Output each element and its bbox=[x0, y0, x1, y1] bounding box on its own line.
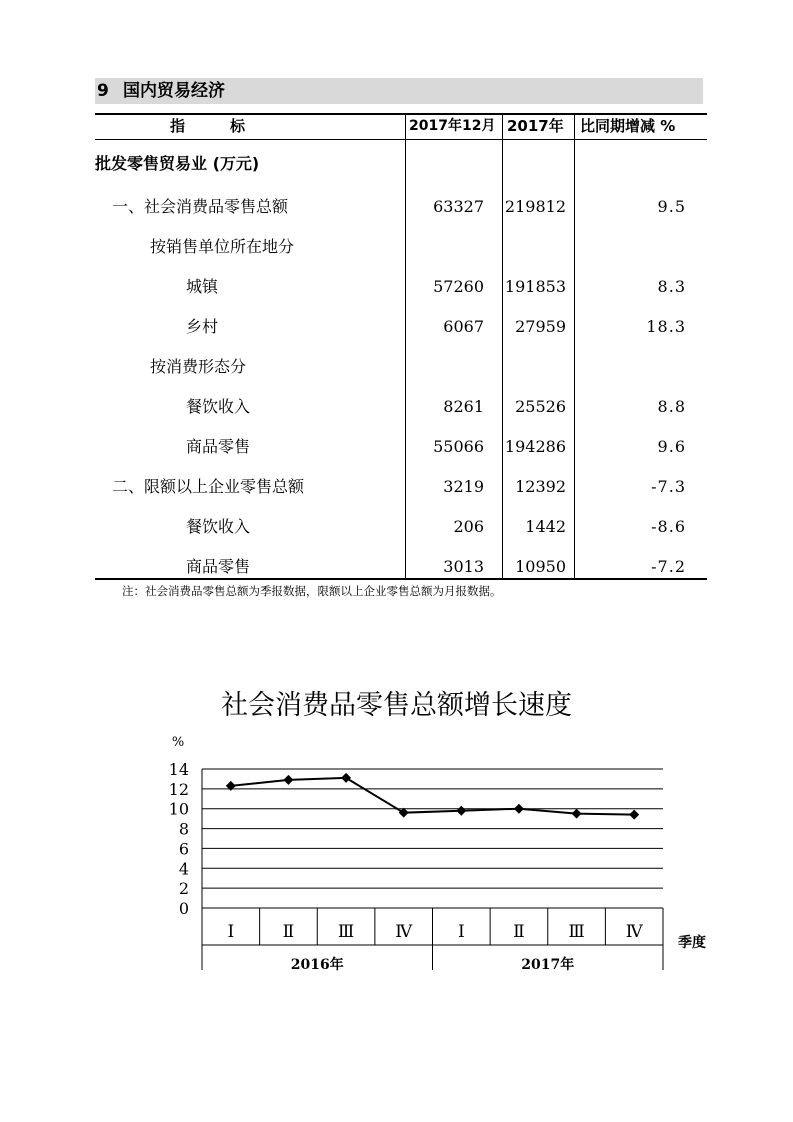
data-point-marker bbox=[514, 804, 524, 814]
header-year: 2017年 bbox=[507, 117, 564, 135]
data-point-marker bbox=[341, 773, 351, 783]
row-change-value: 9.5 bbox=[657, 197, 686, 216]
series-line bbox=[231, 778, 634, 815]
table-note: 注：社会消费品零售总额为季报数据，限额以上企业零售总额为月报数据。 bbox=[122, 584, 502, 598]
row-label: 餐饮收入 bbox=[186, 517, 251, 536]
y-tick-label: 8 bbox=[178, 819, 189, 839]
row-month-value: 63327 bbox=[433, 197, 484, 216]
data-point-marker bbox=[572, 809, 582, 819]
row-label: 乡村 bbox=[186, 317, 219, 336]
row-month-value: 206 bbox=[453, 517, 484, 536]
row-year-value: 27959 bbox=[515, 317, 566, 336]
header-month: 2017年12月 bbox=[409, 118, 496, 134]
row-change-value: 9.6 bbox=[657, 437, 686, 456]
data-point-marker bbox=[456, 806, 466, 816]
y-axis-label: % bbox=[171, 735, 185, 750]
y-tick-label: 6 bbox=[178, 839, 189, 859]
y-tick-label: 4 bbox=[178, 859, 189, 879]
y-tick-label: 2 bbox=[178, 879, 189, 899]
row-label: 一、社会消费品零售总额 bbox=[112, 197, 289, 216]
x-group-label: 2017年 bbox=[521, 957, 575, 973]
x-tick-label: Ⅰ bbox=[227, 922, 235, 942]
table-category: 批发零售贸易业 (万元) bbox=[95, 154, 260, 173]
x-tick-label: Ⅰ bbox=[457, 922, 465, 942]
row-year-value: 25526 bbox=[515, 397, 566, 416]
table-col-divider bbox=[405, 115, 406, 578]
x-tick-label: Ⅲ bbox=[568, 922, 585, 942]
row-label: 按销售单位所在地分 bbox=[150, 237, 295, 256]
y-tick-label: 0 bbox=[178, 899, 189, 918]
chart-title: 社会消费品零售总额增长速度 bbox=[221, 690, 572, 721]
row-change-value: -7.3 bbox=[651, 477, 686, 496]
x-tick-label: Ⅳ bbox=[625, 922, 643, 942]
row-label: 二、限额以上企业零售总额 bbox=[112, 477, 305, 496]
table-col-divider bbox=[574, 115, 575, 578]
x-axis-label: 季度 bbox=[678, 935, 706, 951]
data-point-marker bbox=[629, 810, 639, 820]
table-header-rule bbox=[95, 139, 707, 140]
header-change: 比同期增减 % bbox=[580, 117, 676, 135]
data-point-marker bbox=[226, 781, 236, 791]
row-month-value: 3013 bbox=[443, 557, 484, 576]
row-label: 商品零售 bbox=[186, 557, 251, 576]
section-title: 国内贸易经济 bbox=[123, 81, 225, 101]
table-bottom-rule bbox=[95, 578, 707, 580]
x-tick-label: Ⅱ bbox=[282, 922, 295, 942]
x-tick-label: Ⅲ bbox=[337, 922, 355, 942]
x-tick-label: Ⅳ bbox=[395, 922, 413, 942]
y-tick-label: 10 bbox=[168, 799, 189, 819]
row-year-value: 10950 bbox=[515, 557, 566, 576]
section-number: 9 bbox=[97, 81, 109, 101]
row-month-value: 57260 bbox=[433, 277, 484, 296]
y-tick-label: 12 bbox=[168, 779, 189, 799]
section-header bbox=[95, 78, 703, 104]
table-top-rule bbox=[95, 113, 707, 115]
row-year-value: 191853 bbox=[504, 277, 566, 296]
row-year-value: 219812 bbox=[504, 197, 566, 216]
row-change-value: -7.2 bbox=[651, 557, 686, 576]
x-group-label: 2016年 bbox=[290, 957, 344, 973]
data-point-marker bbox=[399, 808, 409, 818]
row-change-value: 18.3 bbox=[646, 317, 686, 336]
table-col-divider bbox=[502, 115, 503, 578]
row-month-value: 6067 bbox=[443, 317, 484, 336]
data-point-marker bbox=[283, 775, 293, 785]
y-tick-label: 14 bbox=[168, 760, 189, 779]
row-year-value: 12392 bbox=[515, 477, 566, 496]
row-label: 商品零售 bbox=[186, 437, 251, 456]
row-year-value: 1442 bbox=[525, 517, 566, 536]
row-year-value: 194286 bbox=[504, 437, 566, 456]
x-tick-label: Ⅱ bbox=[513, 922, 525, 942]
row-month-value: 3219 bbox=[443, 477, 484, 496]
header-indicator: 指 标 bbox=[170, 117, 246, 135]
row-label: 城镇 bbox=[186, 277, 219, 296]
row-month-value: 55066 bbox=[433, 437, 484, 456]
row-month-value: 8261 bbox=[443, 397, 484, 416]
row-label: 餐饮收入 bbox=[186, 397, 251, 416]
row-label: 按消费形态分 bbox=[150, 357, 247, 376]
row-change-value: 8.3 bbox=[657, 277, 686, 296]
row-change-value: 8.8 bbox=[657, 397, 686, 416]
row-change-value: -8.6 bbox=[651, 517, 686, 536]
